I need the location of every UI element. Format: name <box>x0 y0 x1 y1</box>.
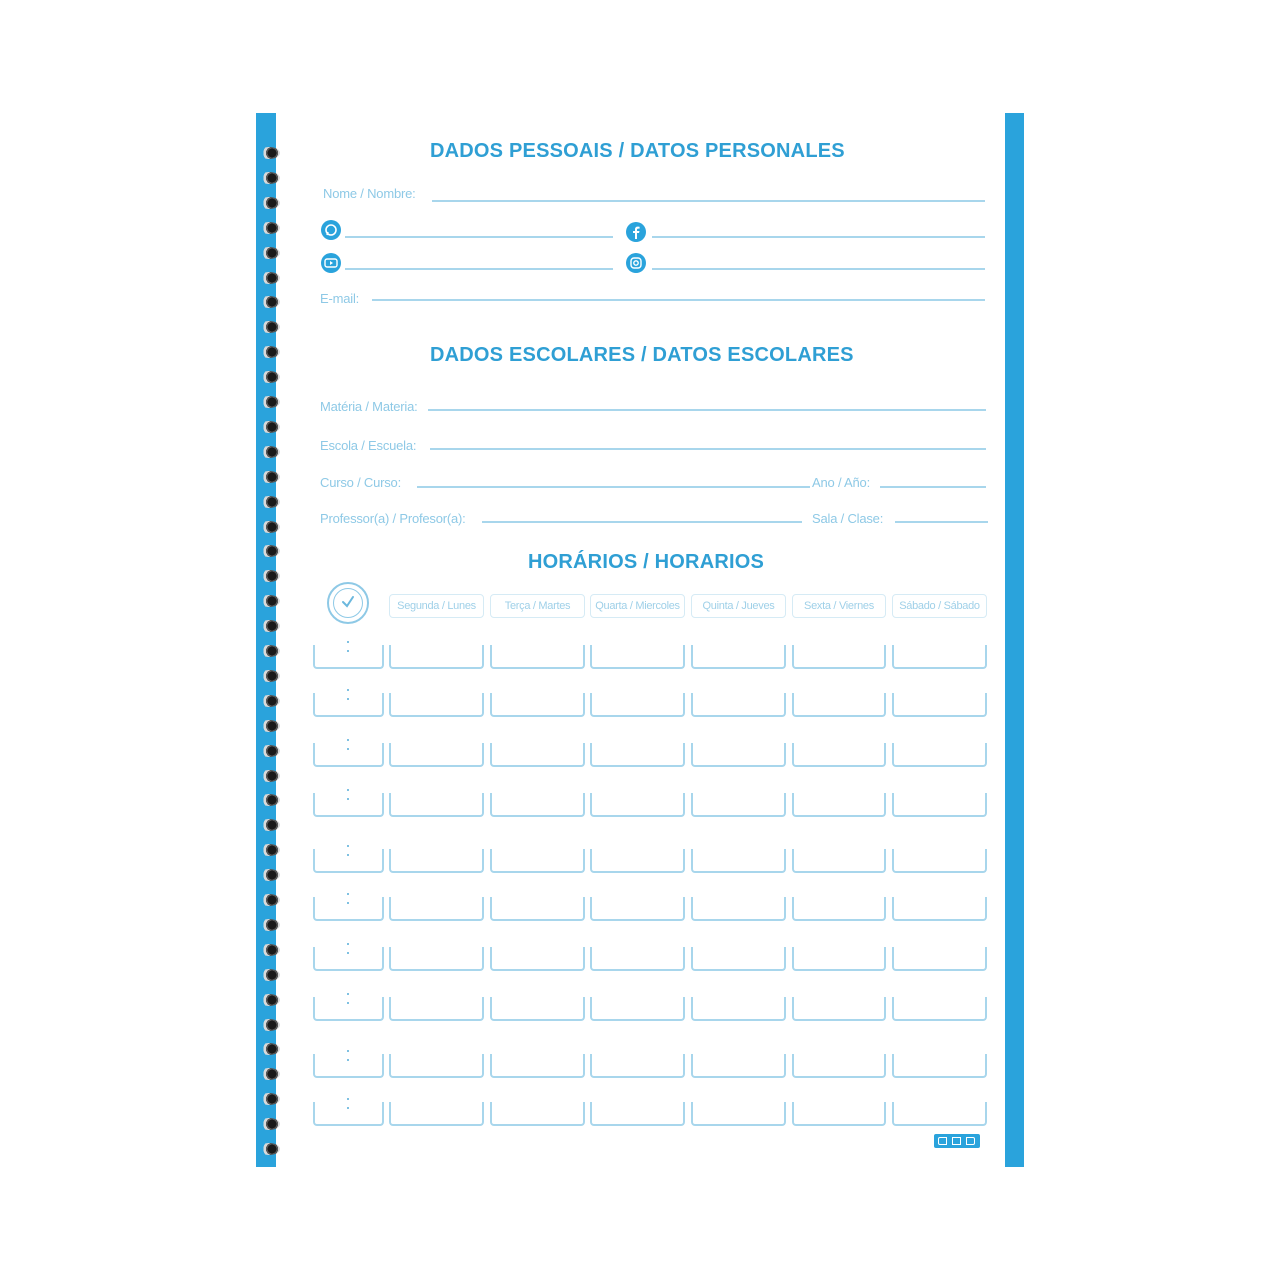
spiral-ring <box>259 420 280 434</box>
schedule-cell[interactable] <box>792 997 886 1021</box>
spiral-ring <box>259 644 280 658</box>
schedule-cell[interactable] <box>590 793 685 817</box>
spiral-ring <box>259 843 280 857</box>
spiral-ring <box>259 520 280 534</box>
schedule-cell[interactable] <box>590 849 685 873</box>
spiral-ring <box>259 246 280 260</box>
schedule-cell[interactable] <box>792 743 886 767</box>
name-label: Nome / Nombre: <box>323 186 416 201</box>
instagram-field-line[interactable] <box>652 268 985 270</box>
schedule-cell[interactable] <box>590 1054 685 1078</box>
schedule-cell[interactable] <box>389 693 484 717</box>
schedule-cell[interactable] <box>792 849 886 873</box>
time-separator <box>346 1094 350 1114</box>
name-field-line[interactable] <box>432 200 985 202</box>
schedule-cell[interactable] <box>691 693 786 717</box>
spiral-ring <box>259 694 280 708</box>
spiral-ring <box>259 295 280 309</box>
schedule-cell[interactable] <box>892 743 987 767</box>
schedule-cell[interactable] <box>892 997 987 1021</box>
schedule-cell[interactable] <box>691 645 786 669</box>
schedule-cell[interactable] <box>490 693 585 717</box>
spiral-ring <box>259 918 280 932</box>
schedule-cell[interactable] <box>389 897 484 921</box>
schedule-cell[interactable] <box>389 793 484 817</box>
day-header-friday: Sexta / Viernes <box>792 594 886 618</box>
schedule-cell[interactable] <box>792 645 886 669</box>
schedule-cell[interactable] <box>892 693 987 717</box>
schedule-cell[interactable] <box>892 1054 987 1078</box>
youtube-icon <box>321 253 341 273</box>
schedule-cell[interactable] <box>490 645 585 669</box>
spiral-ring <box>259 271 280 285</box>
schedule-cell[interactable] <box>691 1102 786 1126</box>
schedule-cell[interactable] <box>691 793 786 817</box>
spiral-ring <box>259 569 280 583</box>
schedule-cell[interactable] <box>892 793 987 817</box>
day-header-saturday: Sábado / Sábado <box>892 594 987 618</box>
schedule-title: HORÁRIOS / HORARIOS <box>528 551 765 573</box>
spiral-ring <box>259 793 280 807</box>
schedule-cell[interactable] <box>490 793 585 817</box>
spiral-ring <box>259 1067 280 1081</box>
schedule-cell[interactable] <box>389 849 484 873</box>
schedule-cell[interactable] <box>490 1102 585 1126</box>
spiral-ring <box>259 818 280 832</box>
spiral-ring <box>259 943 280 957</box>
instagram-icon <box>626 253 646 273</box>
time-separator <box>346 785 350 805</box>
schedule-cell[interactable] <box>892 947 987 971</box>
time-separator <box>346 989 350 1009</box>
schedule-cell[interactable] <box>691 743 786 767</box>
schedule-cell[interactable] <box>892 645 987 669</box>
schedule-cell[interactable] <box>792 897 886 921</box>
spiral-ring <box>259 968 280 982</box>
schedule-cell[interactable] <box>590 693 685 717</box>
schedule-cell[interactable] <box>590 997 685 1021</box>
schedule-cell[interactable] <box>691 947 786 971</box>
year-label: Ano / Año: <box>812 475 870 490</box>
spiral-ring <box>259 470 280 484</box>
time-separator <box>346 939 350 959</box>
spiral-ring <box>259 669 280 683</box>
time-separator <box>346 1046 350 1066</box>
schedule-cell[interactable] <box>490 1054 585 1078</box>
day-header-tuesday: Terça / Martes <box>490 594 585 618</box>
spiral-ring <box>259 719 280 733</box>
time-separator <box>346 889 350 909</box>
time-separator <box>346 637 350 657</box>
schedule-cell[interactable] <box>490 743 585 767</box>
spiral-ring <box>259 196 280 210</box>
time-separator <box>346 735 350 755</box>
facebook-field-line[interactable] <box>652 236 985 238</box>
spiral-ring <box>259 1117 280 1131</box>
schedule-cell[interactable] <box>792 1054 886 1078</box>
spiral-ring <box>259 893 280 907</box>
spiral-ring <box>259 868 280 882</box>
spiral-ring <box>259 594 280 608</box>
spiral-ring <box>259 1042 280 1056</box>
schedule-cell[interactable] <box>691 1054 786 1078</box>
schedule-cell[interactable] <box>389 997 484 1021</box>
schedule-cell[interactable] <box>389 645 484 669</box>
schedule-cell[interactable] <box>389 947 484 971</box>
facebook-icon <box>626 222 646 242</box>
schedule-cell[interactable] <box>590 645 685 669</box>
spiral-ring <box>259 395 280 409</box>
email-label: E-mail: <box>320 291 360 306</box>
spiral-ring <box>259 221 280 235</box>
schedule-cell[interactable] <box>792 1102 886 1126</box>
room-label: Sala / Clase: <box>812 511 884 526</box>
spiral-ring <box>259 171 280 185</box>
spiral-ring <box>259 1092 280 1106</box>
schedule-cell[interactable] <box>792 793 886 817</box>
day-header-thursday: Quinta / Jueves <box>691 594 786 618</box>
teacher-field-line[interactable] <box>482 521 802 523</box>
brand-logo <box>934 1134 980 1148</box>
subject-field-line[interactable] <box>428 409 986 411</box>
whatsapp-icon <box>321 220 341 240</box>
spiral-ring <box>259 370 280 384</box>
schedule-cell[interactable] <box>590 1102 685 1126</box>
spiral-ring <box>259 345 280 359</box>
school-field-line[interactable] <box>430 448 986 450</box>
time-separator <box>346 841 350 861</box>
spiral-ring <box>259 495 280 509</box>
youtube-field-line[interactable] <box>345 268 613 270</box>
email-field-line[interactable] <box>372 299 985 301</box>
spiral-binding <box>259 146 283 1166</box>
whatsapp-field-line[interactable] <box>345 236 613 238</box>
spiral-ring <box>259 1142 280 1156</box>
schedule-cell[interactable] <box>590 743 685 767</box>
schedule-cell[interactable] <box>389 743 484 767</box>
spiral-ring <box>259 619 280 633</box>
schedule-cell[interactable] <box>389 1102 484 1126</box>
schedule-cell[interactable] <box>792 947 886 971</box>
clock-icon <box>327 582 369 624</box>
schedule-cell[interactable] <box>892 849 987 873</box>
course-label: Curso / Curso: <box>320 475 402 490</box>
schedule-cell[interactable] <box>490 849 585 873</box>
schedule-cell[interactable] <box>389 1054 484 1078</box>
school-label: Escola / Escuela: <box>320 438 417 453</box>
schedule-cell[interactable] <box>691 849 786 873</box>
schedule-cell[interactable] <box>590 947 685 971</box>
time-separator <box>346 685 350 705</box>
day-header-monday: Segunda / Lunes <box>389 594 484 618</box>
spiral-ring <box>259 445 280 459</box>
spiral-ring <box>259 744 280 758</box>
spiral-ring <box>259 1018 280 1032</box>
school-data-title: DADOS ESCOLARES / DATOS ESCOLARES <box>430 344 854 366</box>
spiral-ring <box>259 320 280 334</box>
schedule-cell[interactable] <box>691 897 786 921</box>
teacher-label: Professor(a) / Profesor(a): <box>320 511 466 526</box>
spiral-ring <box>259 769 280 783</box>
schedule-cell[interactable] <box>892 897 987 921</box>
day-header-wednesday: Quarta / Miercoles <box>590 594 685 618</box>
personal-data-title: DADOS PESSOAIS / DATOS PERSONALES <box>430 140 845 162</box>
course-field-line[interactable] <box>417 486 810 488</box>
schedule-cell[interactable] <box>590 897 685 921</box>
spiral-ring <box>259 544 280 558</box>
right-margin-bar <box>1005 113 1024 1167</box>
spiral-ring <box>259 993 280 1007</box>
schedule-cell[interactable] <box>490 997 585 1021</box>
schedule-cell[interactable] <box>490 947 585 971</box>
schedule-cell[interactable] <box>691 997 786 1021</box>
year-field-line[interactable] <box>880 486 986 488</box>
schedule-cell[interactable] <box>792 693 886 717</box>
subject-label: Matéria / Materia: <box>320 399 418 414</box>
spiral-ring <box>259 146 280 160</box>
schedule-cell[interactable] <box>490 897 585 921</box>
schedule-cell[interactable] <box>892 1102 987 1126</box>
room-field-line[interactable] <box>895 521 988 523</box>
